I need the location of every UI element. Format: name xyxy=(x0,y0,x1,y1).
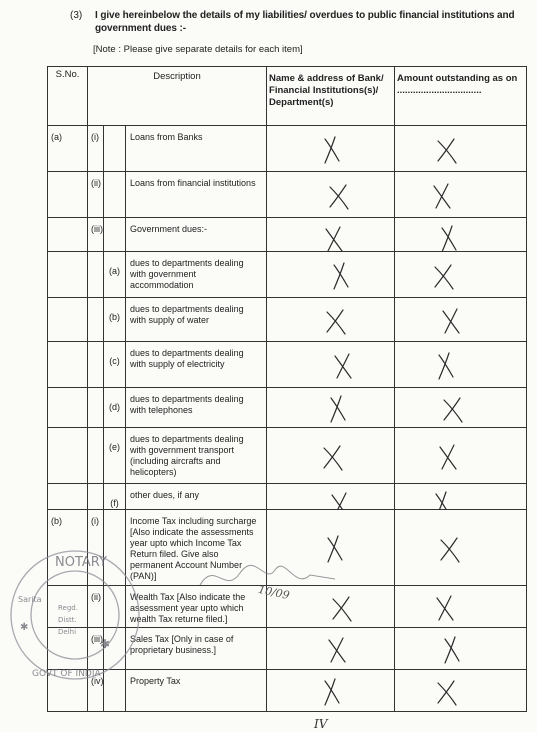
cross-mark-icon xyxy=(395,388,526,428)
row-amount-cell xyxy=(395,510,527,586)
row-index: (iv) xyxy=(88,670,104,712)
cross-mark-icon xyxy=(267,388,394,428)
cross-mark-icon xyxy=(395,628,526,670)
row-index xyxy=(88,298,104,342)
table-row xyxy=(48,172,527,218)
row-amount-cell xyxy=(395,586,527,628)
section-note: [Note : Please give separate details for each item] xyxy=(93,44,303,55)
row-description: Government dues:- xyxy=(126,218,267,252)
cross-mark-icon xyxy=(267,298,394,342)
stamp-star-icon: ✱ xyxy=(100,637,111,651)
column-header-description: Description xyxy=(88,67,267,126)
row-sno xyxy=(48,428,88,484)
section-heading: I give hereinbelow the details of my liabilities/ overdues to public financial institutions and government dues :- xyxy=(95,10,515,34)
table-row xyxy=(48,252,527,298)
row-bank-cell xyxy=(267,428,395,484)
row-subindex: (b) xyxy=(104,298,126,342)
row-description: dues to departments dealing with supply of electricity xyxy=(126,342,267,388)
row-description: Sales Tax [Only in case of proprietary business.] xyxy=(126,628,267,670)
cross-mark-icon xyxy=(267,218,394,252)
handwritten-date: 10/09 xyxy=(256,582,291,603)
row-description: other dues, if any xyxy=(126,484,267,510)
row-bank-cell xyxy=(267,388,395,428)
cross-mark-icon xyxy=(395,218,526,252)
row-index xyxy=(88,342,104,388)
row-bank-cell xyxy=(267,172,395,218)
table-row xyxy=(48,126,527,172)
column-header-sno: S.No. xyxy=(48,67,88,126)
row-index: (i) xyxy=(88,126,104,172)
cross-mark-icon xyxy=(395,172,526,218)
row-index: (ii) xyxy=(88,586,104,628)
row-subindex: (c) xyxy=(104,342,126,388)
row-subindex: (a) xyxy=(104,252,126,298)
cross-mark-icon xyxy=(267,628,394,670)
row-index xyxy=(88,388,104,428)
row-sno xyxy=(48,388,88,428)
row-amount-cell xyxy=(395,172,527,218)
cross-mark-icon xyxy=(267,252,394,298)
row-description: Loans from Banks xyxy=(126,126,267,172)
table-row xyxy=(48,428,527,484)
cross-mark-icon xyxy=(267,126,394,172)
section-number: (3) xyxy=(70,10,83,21)
row-index: (ii) xyxy=(88,172,104,218)
stamp-seal-line-1: Regd. xyxy=(58,604,78,612)
row-description: Loans from financial institutions xyxy=(126,172,267,218)
row-sno xyxy=(48,484,88,510)
row-amount-cell xyxy=(395,388,527,428)
row-description: Property Tax xyxy=(126,670,267,712)
stamp-top-text: NOTARY xyxy=(55,555,107,570)
row-index: (iii) xyxy=(88,628,104,670)
row-amount-cell xyxy=(395,126,527,172)
cross-mark-icon xyxy=(395,342,526,388)
row-subindex: (e) xyxy=(104,428,126,484)
row-amount-cell xyxy=(395,298,527,342)
row-sno xyxy=(48,218,88,252)
cross-mark-icon xyxy=(395,428,526,484)
cross-mark-icon xyxy=(395,252,526,298)
cross-mark-icon xyxy=(267,172,394,218)
row-bank-cell xyxy=(267,628,395,670)
table-header-row xyxy=(48,67,527,126)
row-subindex xyxy=(104,172,126,218)
row-sno: (a) xyxy=(48,126,88,172)
row-amount-cell xyxy=(395,218,527,252)
row-sno xyxy=(48,342,88,388)
row-index: (iii) xyxy=(88,218,104,252)
row-amount-cell xyxy=(395,484,527,510)
row-bank-cell xyxy=(267,218,395,252)
stamp-seal-line-2: Distt. xyxy=(58,616,77,624)
row-description: Income Tax including surcharge [Also indicate the assessments year upto which Income Tax Return filed. Give also permanent Account Number (PAN)] xyxy=(126,510,267,586)
stamp-left-text: Sarita xyxy=(18,595,42,604)
row-subindex xyxy=(104,218,126,252)
stamp-star-icon: ✱ xyxy=(20,622,29,633)
row-bank-cell xyxy=(267,126,395,172)
column-header-amount: Amount outstanding as on ................................ xyxy=(395,67,527,126)
row-subindex: (d) xyxy=(104,388,126,428)
row-sno xyxy=(48,298,88,342)
cross-mark-icon xyxy=(395,586,526,628)
row-amount-cell xyxy=(395,342,527,388)
cross-mark-icon xyxy=(267,428,394,484)
cross-mark-icon xyxy=(395,484,526,510)
row-sno: (b) xyxy=(48,510,88,586)
table-row xyxy=(48,218,527,252)
row-description: dues to departments dealing with telephones xyxy=(126,388,267,428)
row-bank-cell xyxy=(267,342,395,388)
row-description: dues to departments dealing with government accommodation xyxy=(126,252,267,298)
cross-mark-icon xyxy=(395,298,526,342)
row-sno xyxy=(48,172,88,218)
row-amount-cell xyxy=(395,670,527,712)
row-bank-cell xyxy=(267,670,395,712)
row-subindex: (f) xyxy=(104,484,126,510)
row-description: dues to departments dealing with government transport (including aircrafts and helicopters) xyxy=(126,428,267,484)
row-bank-cell xyxy=(267,252,395,298)
page-mark-handwritten xyxy=(312,714,334,732)
row-bank-cell xyxy=(267,298,395,342)
row-subindex xyxy=(104,126,126,172)
cross-mark-icon xyxy=(267,484,394,510)
row-description: Wealth Tax [Also indicate the assessment year upto which wealth Tax returne filed.] xyxy=(126,586,267,628)
row-amount-cell xyxy=(395,628,527,670)
table-row xyxy=(48,388,527,428)
column-header-bank: Name & address of Bank/ Financial Institutions(s)/ Department(s) xyxy=(267,67,395,126)
row-amount-cell xyxy=(395,252,527,298)
table-row xyxy=(48,298,527,342)
row-index xyxy=(88,428,104,484)
notary-stamp xyxy=(0,540,150,690)
cross-mark-icon xyxy=(395,670,526,712)
cross-mark-icon xyxy=(395,126,526,172)
cross-mark-icon xyxy=(267,342,394,388)
cross-mark-icon xyxy=(267,670,394,712)
row-amount-cell xyxy=(395,428,527,484)
cross-mark-icon xyxy=(395,510,526,586)
row-index xyxy=(88,484,104,510)
row-index xyxy=(88,252,104,298)
row-index: (i) xyxy=(88,510,104,586)
page-mark-text: IV xyxy=(314,717,328,731)
row-sno xyxy=(48,252,88,298)
stamp-bottom-text: GOVT OF INDIA xyxy=(32,669,101,679)
row-description: dues to departments dealing with supply of water xyxy=(126,298,267,342)
row-bank-cell xyxy=(267,484,395,510)
table-row xyxy=(48,484,527,510)
stamp-seal-line-3: Delhi xyxy=(58,628,77,636)
table-row xyxy=(48,342,527,388)
